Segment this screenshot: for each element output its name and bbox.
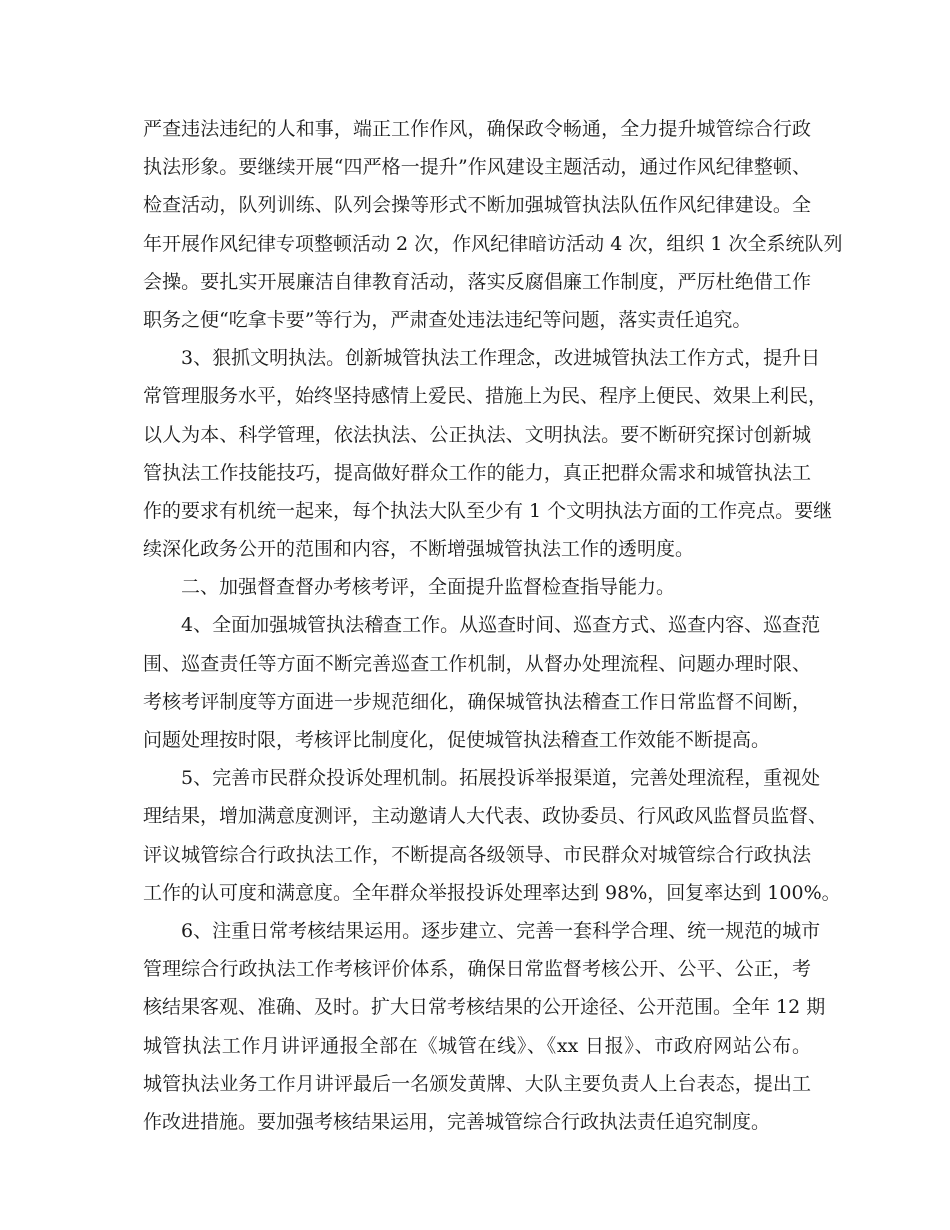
text-line: 严查违法违纪的人和事，端正工作作风，确保政令畅通，全力提升城管综合行政 <box>143 118 811 140</box>
text-line: 作改进措施。要加强考核结果运用，完善城管综合行政执法责任追究制度。 <box>143 1110 771 1133</box>
section-heading-2: 二、加强督查督办考核考评，全面提升监督检查指导能力。 <box>181 576 676 599</box>
text-line: 评议城管综合行政执法工作，不断提高各级领导、市民群众对城管综合行政执法 <box>143 843 811 866</box>
text-line: 续深化政务公开的范围和内容，不断增强城管执法工作的透明度。 <box>143 538 695 561</box>
text-line: 管理综合行政执法工作考核评价体系，确保日常监督考核公开、公平、公正，考 <box>143 958 811 981</box>
text-line: 城管执法业务工作月讲评最后一名颁发黄牌、大队主要负责人上台表态，提出工 <box>143 1072 811 1095</box>
paragraph-heading-4: 4、全面加强城管执法稽查工作。从巡查时间、巡查方式、巡查内容、巡查范 <box>181 614 821 637</box>
paragraph-heading-5: 5、完善市民群众投诉处理机制。拓展投诉举报渠道，完善处理流程，重视处 <box>181 767 821 790</box>
paragraph-heading-3: 3、狠抓文明执法。创新城管执法工作理念，改进城管执法工作方式，提升日 <box>181 347 821 370</box>
text-line: 问题处理按时限，考核评比制度化，促使城管执法稽查工作效能不断提高。 <box>143 729 771 751</box>
paragraph-heading-6: 6、注重日常考核结果运用。逐步建立、完善一套科学合理、统一规范的城市 <box>181 919 821 942</box>
text-line: 围、巡查责任等方面不断完善巡查工作机制，从督办处理流程、问题办理时限、 <box>143 652 811 675</box>
text-line: 工作的认可度和满意度。全年群众举报投诉处理率达到 98%，回复率达到 100%。 <box>143 881 841 904</box>
text-line: 常管理服务水平，始终坚持感情上爱民、措施上为民、程序上便民、效果上利民， <box>143 385 828 408</box>
text-line: 以人为本、科学管理，依法执法、公正执法、文明执法。要不断研究探讨创新城 <box>143 423 811 446</box>
text-line: 管执法工作技能技巧，提高做好群众工作的能力，真正把群众需求和城管执法工 <box>143 461 811 484</box>
text-line: 理结果，增加满意度测评，主动邀请人大代表、政协委员、行风政风监督员监督、 <box>143 805 828 828</box>
document-body <box>143 110 843 1141</box>
text-line: 检查活动，队列训练、队列会操等形式不断加强城管执法队伍作风纪律建设。全 <box>143 194 811 217</box>
text-line: 执法形象。要继续开展“四严格一提升”作风建设主题活动，通过作风纪律整顿、 <box>143 156 811 179</box>
text-line: 考核考评制度等方面进一步规范细化，确保城管执法稽查工作日常监督不间断， <box>143 690 811 713</box>
text-line: 职务之便“吃拿卡要”等行为，严肃查处违法违纪等问题，落实责任追究。 <box>143 308 752 331</box>
text-line: 年开展作风纪律专项整顿活动 2 次，作风纪律暗访活动 4 次，组织 1 次全系统队列 <box>143 232 843 255</box>
text-line: 城管执法工作月讲评通报全部在《城管在线》、《xx 日报》、市政府网站公布。 <box>143 1034 811 1057</box>
text-line: 会操。要扎实开展廉洁自律教育活动，落实反腐倡廉工作制度，严厉杜绝借工作 <box>143 270 811 293</box>
text-line: 作的要求有机统一起来，每个执法大队至少有 1 个文明执法方面的工作亮点。要继 <box>143 499 833 522</box>
text-line: 核结果客观、准确、及时。扩大日常考核结果的公开途径、公开范围。全年 12 期 <box>143 996 826 1019</box>
